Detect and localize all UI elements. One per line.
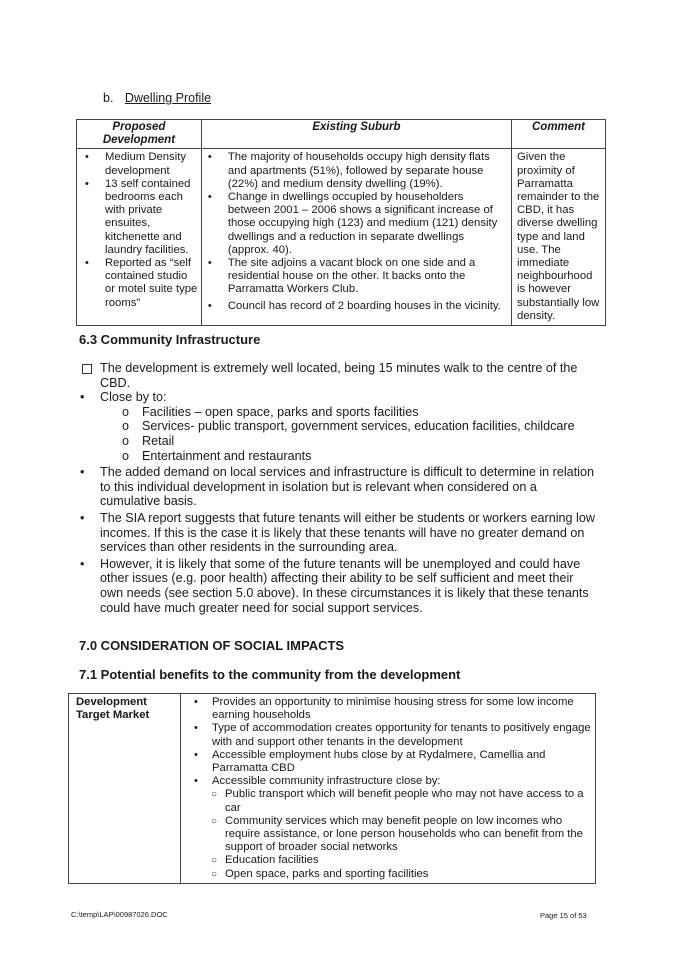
list-item: • Accessible community infrastructure close by: (185, 775, 591, 788)
list-item: • Change in dwellings occupied by householders between 2001 – 2006 shows a significant increase of those occupying high (123) and medium (121) density dwellings and a reduction in separate dwellings (approx. 40). (205, 191, 508, 257)
list-item: • Type of accommodation creates opportunity for tenants to positively engage with and support other tenants in the development (185, 722, 591, 748)
circle-bullet-icon: o (122, 448, 130, 463)
list-item-text: The added demand on local services and infrastructure is difficult to determine in relation to this individual development in isolation but is relevant when considered on a cumulative basis. (100, 465, 594, 509)
table-header: Comment (512, 120, 606, 149)
list-item-text: Services- public transport, government services, education facilities, childcare (142, 419, 575, 434)
bullet-icon: • (80, 556, 85, 571)
list-item (78, 465, 598, 509)
proposed-development-cell (77, 149, 202, 326)
circle-bullet-icon: o (122, 419, 130, 434)
sub-list-item: ○ Public transport which will benefit people who may not have access to a car (185, 788, 591, 814)
dwelling-profile-table (76, 119, 606, 326)
target-market-label: Development Target Market (69, 694, 181, 884)
list-item (78, 361, 598, 390)
sub-list-item (78, 449, 598, 464)
footer-file-path: C:\temp\LAP\00987026.DOC (71, 910, 168, 919)
list-item: • The majority of households occupy high density flats and apartments (51%), followed by separate house (22%) and medium density dwelling (19%). (205, 151, 508, 191)
list-item: • Council has record of 2 boarding houses in the vicinity. (205, 300, 508, 313)
list-item-text: The SIA report suggests that future tenants will either be students or workers earning low incomes. If this is the case it is likely that these tenants will have no greater demand on services than other residents in the surrounding area. (100, 510, 595, 555)
section-6-3-heading: 6.3 Community Infrastructure (79, 332, 261, 347)
comment-cell: Given the proximity of Parramatta remainder to the CBD, it has diverse dwelling type and land use. The immediate neighbourhood is however substantially low density. (512, 149, 606, 326)
table-header: Proposed Development (77, 120, 202, 149)
bullet-icon: • (80, 390, 85, 405)
sub-list-item (78, 405, 598, 420)
table-header: Existing Suburb (201, 120, 511, 149)
bullet-icon: • (80, 465, 85, 480)
existing-suburb-cell (201, 149, 511, 326)
list-item (78, 390, 598, 405)
list-item-text: Facilities – open space, parks and sports facilities (142, 404, 419, 419)
circle-bullet-icon: o (122, 433, 130, 448)
section-b-letter: b. (103, 91, 114, 105)
section-b-title: Dwelling Profile (124, 91, 212, 105)
list-item: • Medium Density development (80, 151, 198, 177)
sub-list-item (78, 434, 598, 449)
list-item: • The site adjoins a vacant block on one side and a residential house on the other. It backs onto the Parramatta Workers Club. (205, 257, 508, 297)
list-item-text: The development is extremely well located, being 15 minutes walk to the centre of the CBD. (100, 361, 578, 390)
checkbox-bullet-icon (82, 364, 92, 374)
circle-bullet-icon: o (122, 404, 130, 419)
list-item: • 13 self contained bedrooms each with private ensuites, kitchenette and laundry facilities. (80, 178, 198, 257)
section-b-heading (103, 91, 211, 105)
benefits-cell (181, 694, 596, 884)
benefits-table (68, 693, 596, 884)
community-infrastructure-list (78, 361, 598, 615)
list-item-text: However, it is likely that some of the future tenants will be unemployed and could have other issues (e.g. poor health) affecting their ability to be self sufficient and meet their own needs (see section 5.0 above). In these circumstances it is likely that these tenants could have much greater need for social support services. (100, 556, 589, 615)
list-item-text: Entertainment and restaurants (142, 448, 312, 463)
sub-list-item: ○ Education facilities (185, 854, 591, 867)
list-item-text: Retail (142, 433, 175, 448)
sub-list-item: ○ Community services which may benefit people on low incomes who require assistance, or lone person households who can benefit from the support of broader social networks (185, 815, 591, 855)
list-item (78, 557, 598, 615)
sub-list-item (78, 419, 598, 434)
sub-list-item: ○ Open space, parks and sporting facilities (185, 868, 591, 881)
footer-page-number: Page 15 of 53 (540, 911, 587, 920)
section-7-0-heading: 7.0 CONSIDERATION OF SOCIAL IMPACTS (79, 638, 345, 653)
section-7-1-heading: 7.1 Potential benefits to the community from the development (79, 667, 461, 682)
bullet-icon: • (80, 510, 85, 525)
list-item: • Accessible employment hubs close by at Rydalmere, Camellia and Parramatta CBD (185, 749, 591, 775)
list-item: • Reported as “self contained studio or motel suite type rooms” (80, 257, 198, 310)
list-item (78, 511, 598, 555)
list-item: • Provides an opportunity to minimise housing stress for some low income earning households (185, 696, 591, 722)
list-item-text: Close by to: (100, 390, 167, 405)
